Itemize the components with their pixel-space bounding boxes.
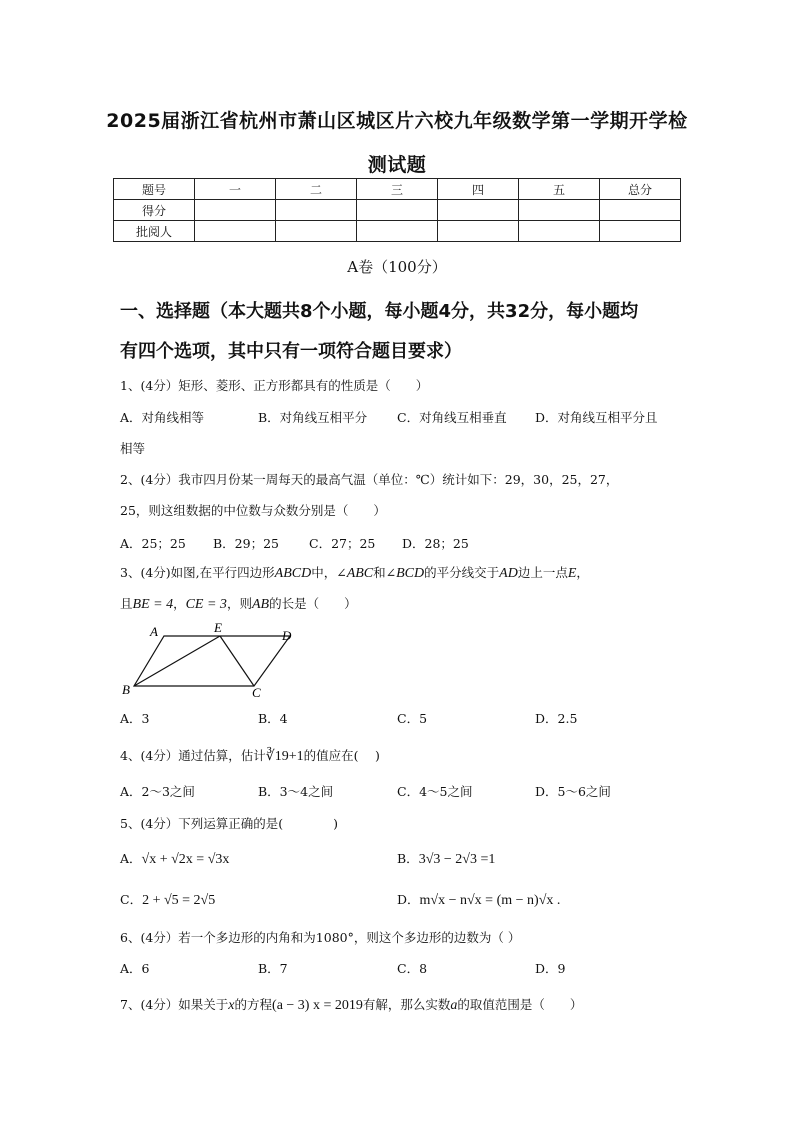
score-cell[interactable] <box>438 200 519 221</box>
q3-option-c[interactable]: C．5 <box>397 711 428 726</box>
score-cell[interactable] <box>519 221 600 242</box>
q5-option-a[interactable]: A．√x + √2x = √3x <box>120 851 230 867</box>
page-title: 2025届浙江省杭州市萧山区城区片六校九年级数学第一学期开学检 <box>106 110 688 132</box>
score-cell[interactable] <box>276 200 357 221</box>
q4-option-c[interactable]: C．4～5之间 <box>397 784 473 799</box>
table-header: 四 <box>438 179 519 200</box>
equation: (a − 3) x = 2019 <box>272 998 363 1013</box>
q2-option-a[interactable]: A．25；25 <box>120 536 186 551</box>
table-row <box>114 200 681 221</box>
label-c: C <box>252 685 261 700</box>
question-5-stem: 5、(4分）下列运算正确的是( ) <box>120 816 339 831</box>
score-cell[interactable] <box>276 221 357 242</box>
table-header: 题号 <box>114 179 195 200</box>
score-cell[interactable] <box>519 200 600 221</box>
row-label: 批阅人 <box>114 221 195 242</box>
section-a-heading: A卷（100分） <box>347 258 447 276</box>
cube-root-expression: ∛19+1 <box>265 749 304 764</box>
score-cell[interactable] <box>195 221 276 242</box>
q2-option-c[interactable]: C．27；25 <box>309 536 376 551</box>
q6-option-d[interactable]: D．9 <box>535 961 566 976</box>
question-3-stem-cont: 且BE = 4，CE = 3，则AB的长是（ ） <box>120 596 357 612</box>
label-d: D <box>282 628 292 643</box>
score-cell[interactable] <box>195 200 276 221</box>
table-header: 五 <box>519 179 600 200</box>
q5-option-c[interactable]: C．2 + √5 = 2√5 <box>120 892 216 908</box>
q1-option-d[interactable]: D．对角线互相平分且 <box>535 410 658 425</box>
q3-option-a[interactable]: A．3 <box>120 711 150 726</box>
score-cell[interactable] <box>600 221 681 242</box>
q1-option-d-cont: 相等 <box>120 441 146 456</box>
score-cell[interactable] <box>357 221 438 242</box>
table-header: 三 <box>357 179 438 200</box>
question-1-stem: 1、(4分）矩形、菱形、正方形都具有的性质是（ ） <box>120 378 429 393</box>
q1-option-b[interactable]: B．对角线互相平分 <box>258 410 368 425</box>
score-cell[interactable] <box>438 221 519 242</box>
table-row <box>114 179 681 200</box>
table-header: 总分 <box>600 179 681 200</box>
question-2-stem-cont: 25，则这组数据的中位数与众数分别是（ ） <box>120 503 386 518</box>
q2-option-d[interactable]: D．28；25 <box>402 536 469 551</box>
q1-option-a[interactable]: A．对角线相等 <box>120 410 205 425</box>
score-cell[interactable] <box>600 200 681 221</box>
table-header: 二 <box>276 179 357 200</box>
q5-option-d[interactable]: D．m√x − n√x = (m − n)√x . <box>397 892 561 908</box>
table-row <box>114 221 681 242</box>
score-cell[interactable] <box>357 200 438 221</box>
q6-option-b[interactable]: B．7 <box>258 961 288 976</box>
section-one-heading-cont: 有四个选项，其中只有一项符合题目要求） <box>120 341 462 362</box>
q3-option-d[interactable]: D．2.5 <box>535 711 578 726</box>
q5-option-b[interactable]: B．3√3 − 2√3 =1 <box>397 851 496 867</box>
page-title-cont: 测试题 <box>367 154 427 176</box>
q1-option-c[interactable]: C．对角线互相垂直 <box>397 410 507 425</box>
label-a: A <box>150 624 158 639</box>
q4-option-a[interactable]: A．2～3之间 <box>120 784 195 799</box>
question-6-stem: 6、(4分）若一个多边形的内角和为1080°，则这个多边形的边数为（ ） <box>120 930 521 945</box>
question-2-stem: 2、(4分）我市四月份某一周每天的最高气温（单位：℃）统计如下：29，30，25，27， <box>120 472 619 487</box>
row-label: 得分 <box>114 200 195 221</box>
score-table <box>113 178 681 242</box>
question-4-stem: 4、(4分）通过估算，估计∛19+1的值应在( ) <box>120 748 380 764</box>
label-e: E <box>214 620 222 635</box>
table-header: 一 <box>195 179 276 200</box>
q6-option-a[interactable]: A．6 <box>120 961 150 976</box>
q3-option-b[interactable]: B．4 <box>258 711 288 726</box>
label-b: B <box>122 682 130 697</box>
question-7-stem: 7、(4分）如果关于x的方程(a − 3) x = 2019有解，那么实数a的取值范围是（ ） <box>120 997 583 1013</box>
section-one-heading: 一、选择题（本大题共8个小题，每小题4分，共32分，每小题均 <box>120 301 639 322</box>
q4-option-b[interactable]: B．3～4之间 <box>258 784 334 799</box>
question-3-stem: 3、(4分)如图,在平行四边形ABCD中，∠ABC和∠BCD的平分线交于AD边上一点E， <box>120 565 589 581</box>
q6-option-c[interactable]: C．8 <box>397 961 428 976</box>
parallelogram-figure <box>118 618 308 700</box>
q4-option-d[interactable]: D．5～6之间 <box>535 784 611 799</box>
q2-option-b[interactable]: B．29；25 <box>213 536 279 551</box>
